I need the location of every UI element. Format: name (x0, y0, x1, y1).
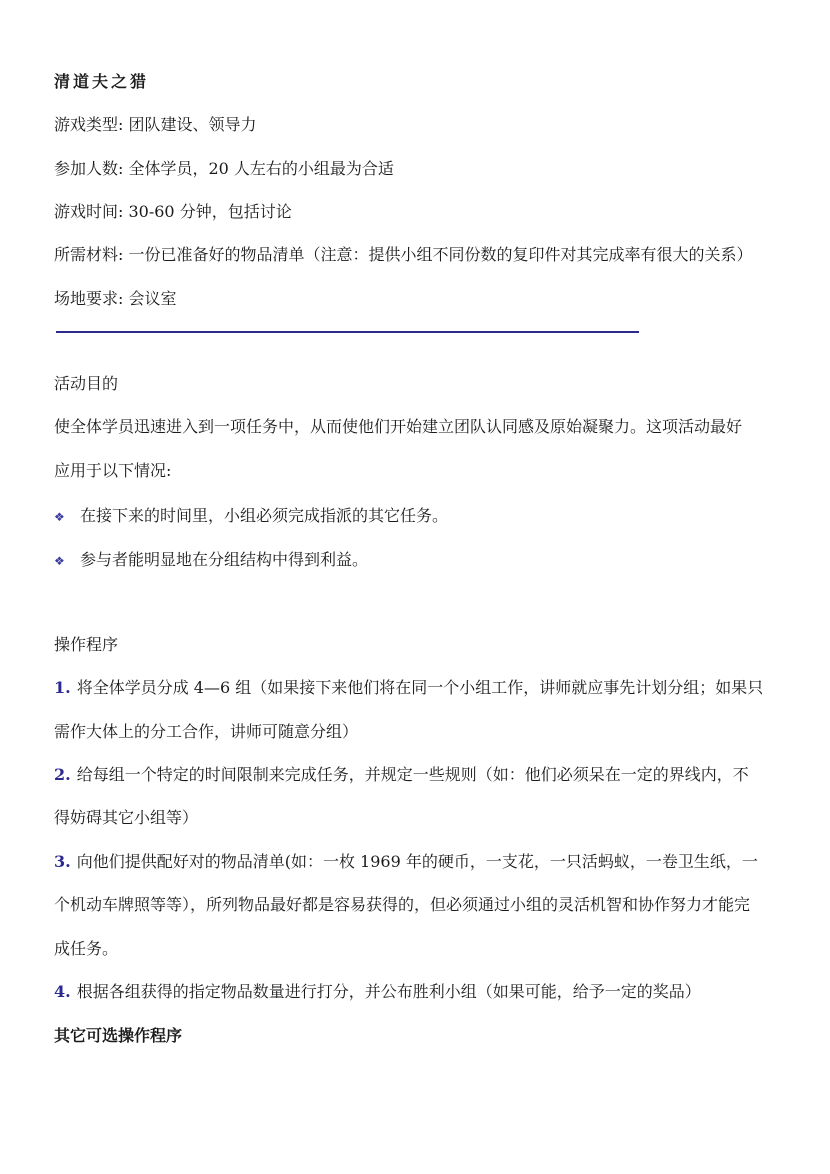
duration: 游戏时间: 30-60 分钟，包括讨论 (54, 202, 292, 221)
step-number: 1. (54, 678, 71, 697)
purpose-text-line1: 使全体学员迅速进入到一项任务中，从而使他们开始建立团队认同感及原始凝聚力。这项活动最好 (54, 417, 743, 436)
procedure-heading: 操作程序 (54, 635, 119, 654)
list-item: 参与者能明显地在分组结构中得到利益。 (80, 550, 369, 569)
purpose-heading: 活动目的 (54, 374, 119, 393)
participants: 参加人数: 全体学员，20 人左右的小组最为合适 (54, 159, 394, 178)
step-2-line1: 2. 给每组一个特定的时间限制来完成任务，并规定一些规则（如：他们必须呆在一定的界线内，不 (54, 765, 749, 784)
section-divider (56, 331, 639, 333)
step-1-line2: 需作大体上的分工合作，讲师可随意分组） (54, 722, 359, 741)
step-number: 2. (54, 765, 71, 784)
game-type: 游戏类型: 团队建设、领导力 (54, 115, 257, 134)
step-1-line1: 1. 将全体学员分成 4—6 组（如果接下来他们将在同一个小组工作，讲师就应事先计划分组；如果只 (54, 678, 764, 697)
step-4-line1: 4. 根据各组获得的指定物品数量进行打分，并公布胜利小组（如果可能，给予一定的奖品） (54, 982, 701, 1001)
diamond-bullet-icon: ❖ (54, 510, 65, 524)
step-number: 4. (54, 982, 71, 1001)
step-number: 3. (54, 852, 71, 871)
diamond-bullet-icon: ❖ (54, 554, 65, 568)
materials: 所需材料: 一份已准备好的物品清单（注意：提供小组不同份数的复印件对其完成率有很大的关系） (54, 245, 753, 264)
step-2-line2: 得妨碍其它小组等） (54, 808, 199, 827)
other-procedure-heading: 其它可选操作程序 (54, 1026, 183, 1045)
purpose-text-line2: 应用于以下情况: (54, 461, 172, 480)
step-3-line3: 成任务。 (54, 939, 119, 958)
venue: 场地要求: 会议室 (54, 289, 177, 308)
step-3-line1: 3. 向他们提供配好对的物品清单(如：一枚 1969 年的硬币，一支花，一只活蚂蚁，一卷卫生纸，一 (54, 852, 758, 871)
list-item: 在接下来的时间里，小组必须完成指派的其它任务。 (80, 506, 449, 525)
step-3-line2: 个机动车牌照等等），所列物品最好都是容易获得的，但必须通过小组的灵活机智和协作努力才能完 (54, 895, 751, 914)
doc-title: 清道夫之猎 (54, 72, 150, 91)
